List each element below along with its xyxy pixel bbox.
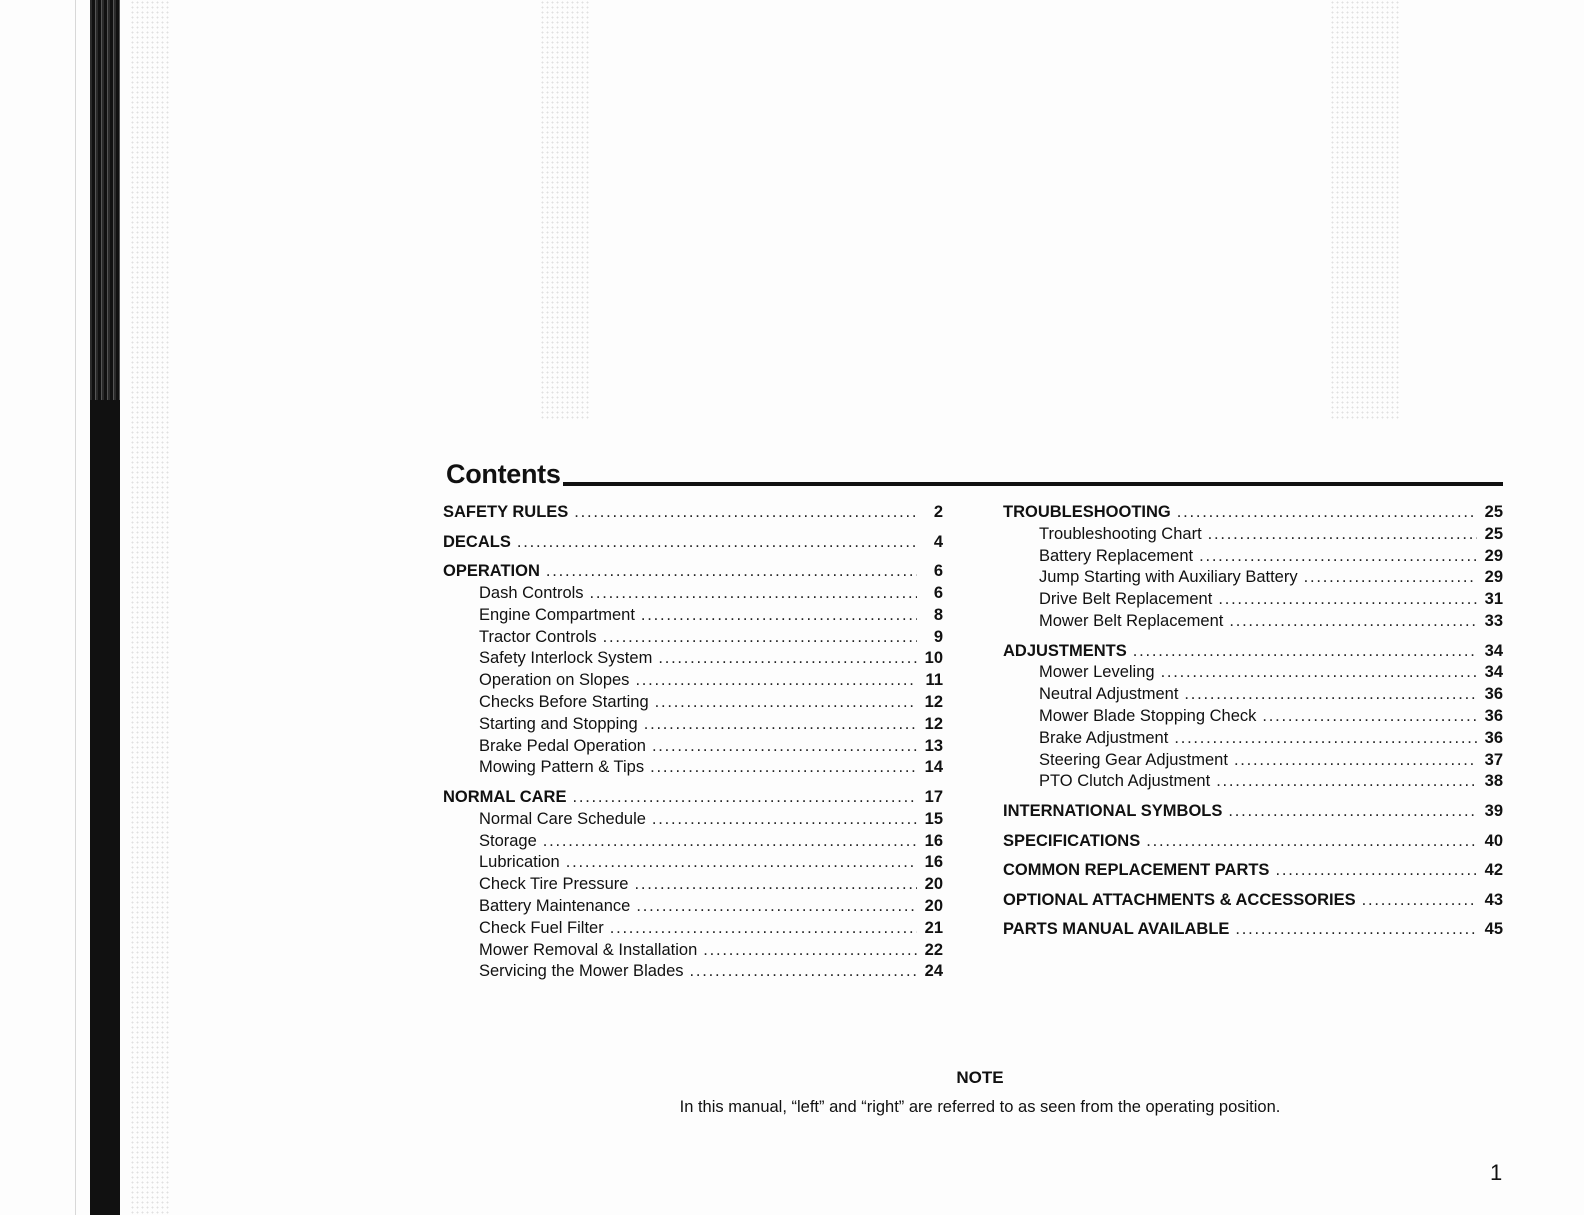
toc-entry bbox=[443, 852, 943, 874]
dot-leader bbox=[1177, 502, 1477, 524]
scan-speckle bbox=[1330, 0, 1400, 420]
toc-entry bbox=[1003, 706, 1503, 728]
toc-entry bbox=[443, 874, 943, 896]
toc-entry-label: SPECIFICATIONS bbox=[1003, 831, 1141, 850]
toc-entry-page: 29 bbox=[1484, 546, 1503, 565]
toc-entry-label: Troubleshooting Chart bbox=[1039, 524, 1202, 543]
toc-entry bbox=[443, 787, 943, 809]
toc-entry-label: OPTIONAL ATTACHMENTS & ACCESSORIES bbox=[1003, 890, 1356, 909]
toc-entry-page: 40 bbox=[1484, 831, 1503, 850]
toc-entry-page: 4 bbox=[933, 532, 943, 551]
toc-entry bbox=[443, 670, 943, 692]
toc-entry-page: 6 bbox=[933, 583, 943, 602]
dot-leader bbox=[644, 714, 917, 736]
dot-leader bbox=[658, 648, 917, 670]
dot-leader bbox=[1235, 919, 1477, 941]
toc-entry-page: 13 bbox=[924, 736, 943, 755]
toc-entry-label: Steering Gear Adjustment bbox=[1039, 750, 1228, 769]
dot-leader bbox=[634, 874, 917, 896]
toc-entry-label: Servicing the Mower Blades bbox=[479, 962, 684, 981]
dot-leader bbox=[655, 692, 917, 714]
toc-entry-label: Jump Starting with Auxiliary Battery bbox=[1039, 568, 1298, 587]
dot-leader bbox=[635, 670, 917, 692]
toc-entry-page: 34 bbox=[1484, 641, 1503, 660]
toc-entry-label: Battery Replacement bbox=[1039, 546, 1194, 565]
dot-leader bbox=[1216, 771, 1477, 793]
toc-entry bbox=[1003, 919, 1503, 941]
toc-entry-page: 12 bbox=[924, 714, 943, 733]
dot-leader bbox=[1174, 728, 1477, 750]
page-title: Contents bbox=[446, 459, 561, 489]
toc-entry-page: 29 bbox=[1484, 568, 1503, 587]
toc-entry-page: 38 bbox=[1484, 772, 1503, 791]
page-number: 1 bbox=[1490, 1160, 1503, 1185]
note-title: NOTE bbox=[956, 1068, 1004, 1087]
toc-entry-page: 33 bbox=[1484, 611, 1503, 630]
dot-leader bbox=[610, 918, 917, 940]
toc-entry-label: Starting and Stopping bbox=[479, 714, 638, 733]
toc-entry-page: 15 bbox=[924, 809, 943, 828]
dot-leader bbox=[650, 757, 917, 779]
toc-entry bbox=[443, 896, 943, 918]
toc-entry-page: 36 bbox=[1484, 728, 1503, 747]
toc-entry bbox=[1003, 860, 1503, 882]
dot-leader bbox=[1275, 860, 1477, 882]
dot-leader bbox=[1146, 831, 1477, 853]
toc-entry-label: OPERATION bbox=[443, 562, 540, 581]
toc-entry-label: Operation on Slopes bbox=[479, 671, 630, 690]
toc-entry-page: 12 bbox=[924, 692, 943, 711]
toc-entry bbox=[1003, 611, 1503, 633]
dot-leader bbox=[1304, 567, 1477, 589]
toc-entry-label: Mowing Pattern & Tips bbox=[479, 758, 645, 777]
toc-entry-label: Mower Blade Stopping Check bbox=[1039, 706, 1257, 725]
toc-entry-page: 36 bbox=[1484, 706, 1503, 725]
toc-entry bbox=[443, 714, 943, 736]
scan-speckle bbox=[540, 0, 590, 420]
toc-entry-label: Normal Care Schedule bbox=[479, 809, 646, 828]
toc-entry-label: Storage bbox=[479, 831, 537, 850]
dot-leader bbox=[636, 896, 917, 918]
toc-entry-page: 21 bbox=[924, 918, 943, 937]
toc-entry-label: PTO Clutch Adjustment bbox=[1039, 772, 1211, 791]
toc-entry bbox=[1003, 684, 1503, 706]
toc-entry-label: SAFETY RULES bbox=[443, 503, 569, 521]
toc-entry-page: 37 bbox=[1484, 750, 1503, 769]
toc-entry bbox=[443, 831, 943, 853]
dot-leader bbox=[1199, 546, 1477, 568]
toc-entry bbox=[443, 918, 943, 940]
toc-entry bbox=[443, 605, 943, 627]
toc-entry-label: DECALS bbox=[443, 532, 511, 551]
toc-entry-label: Check Fuel Filter bbox=[479, 918, 604, 937]
toc-entry-page: 16 bbox=[924, 853, 943, 872]
toc-entry bbox=[1003, 831, 1503, 853]
dot-leader bbox=[1161, 662, 1477, 684]
toc-entry bbox=[1003, 662, 1503, 684]
toc-entry-page: 8 bbox=[933, 605, 943, 624]
toc-entry-label: Neutral Adjustment bbox=[1039, 685, 1179, 704]
toc-entry-label: Check Tire Pressure bbox=[479, 875, 629, 894]
toc-entry bbox=[1003, 546, 1503, 568]
toc-entry bbox=[1003, 502, 1503, 524]
toc-entry-page: 9 bbox=[933, 627, 943, 646]
dot-leader bbox=[641, 605, 917, 627]
toc-entry-page: 2 bbox=[933, 503, 943, 521]
page-edge-line bbox=[75, 0, 76, 1215]
dot-leader bbox=[1234, 750, 1477, 772]
dot-leader bbox=[1228, 801, 1477, 823]
dot-leader bbox=[1133, 641, 1477, 663]
dot-leader bbox=[546, 561, 917, 583]
toc-entry-label: COMMON REPLACEMENT PARTS bbox=[1003, 861, 1270, 880]
dot-leader bbox=[1208, 524, 1477, 546]
toc-entry-label: Tractor Controls bbox=[479, 627, 597, 646]
dot-leader bbox=[1229, 611, 1477, 633]
title-rule bbox=[563, 482, 1503, 486]
toc-entry bbox=[443, 692, 943, 714]
toc-entry bbox=[1003, 589, 1503, 611]
toc-entry-page: 10 bbox=[924, 649, 943, 668]
toc-entry bbox=[443, 809, 943, 831]
toc-entry-label: Drive Belt Replacement bbox=[1039, 590, 1213, 609]
dot-leader bbox=[543, 831, 917, 853]
toc-entry-page: 20 bbox=[924, 896, 943, 915]
toc-entry-page: 22 bbox=[924, 940, 943, 959]
toc-entry bbox=[1003, 524, 1503, 546]
toc-entry bbox=[1003, 890, 1503, 912]
dot-leader bbox=[566, 852, 917, 874]
toc-entry bbox=[443, 940, 943, 962]
dot-leader bbox=[1218, 589, 1477, 611]
dot-leader bbox=[690, 961, 917, 983]
toc-entry-label: Mower Removal & Installation bbox=[479, 940, 698, 959]
dot-leader bbox=[572, 787, 917, 809]
toc-entry-label: ADJUSTMENTS bbox=[1003, 641, 1127, 660]
toc-entry-label: Safety Interlock System bbox=[479, 649, 653, 668]
dot-leader bbox=[652, 809, 917, 831]
toc-entry bbox=[1003, 567, 1503, 589]
binding-streak bbox=[90, 0, 120, 400]
toc-entry-page: 24 bbox=[924, 962, 943, 981]
toc-entry-label: Engine Compartment bbox=[479, 605, 635, 624]
toc-entry-page: 6 bbox=[933, 562, 943, 581]
toc-right-column bbox=[1003, 502, 1503, 941]
toc-entry-page: 17 bbox=[924, 787, 943, 806]
dot-leader bbox=[603, 627, 917, 649]
toc-entry-label: Lubrication bbox=[479, 853, 560, 872]
toc-entry bbox=[1003, 641, 1503, 663]
toc-entry bbox=[443, 561, 943, 583]
toc-entry-page: 43 bbox=[1484, 890, 1503, 909]
toc-entry bbox=[443, 648, 943, 670]
toc-entry-label: Battery Maintenance bbox=[479, 896, 631, 915]
toc-entry bbox=[443, 961, 943, 983]
toc-entry bbox=[1003, 771, 1503, 793]
toc-left-column bbox=[443, 502, 943, 983]
toc-entry-page: 25 bbox=[1484, 524, 1503, 543]
toc-entry-label: Brake Adjustment bbox=[1039, 728, 1169, 747]
toc-entry-label: Checks Before Starting bbox=[479, 692, 649, 711]
toc-entry-page: 39 bbox=[1484, 801, 1503, 820]
toc-entry-page: 42 bbox=[1484, 861, 1503, 880]
dot-leader bbox=[517, 532, 917, 554]
toc-entry-page: 34 bbox=[1484, 663, 1503, 682]
toc-entry bbox=[443, 532, 943, 554]
toc-entry-label: PARTS MANUAL AVAILABLE bbox=[1003, 920, 1230, 939]
dot-leader bbox=[652, 736, 917, 758]
toc-entry-label: Dash Controls bbox=[479, 583, 584, 602]
dot-leader bbox=[1362, 890, 1477, 912]
dot-leader bbox=[703, 940, 917, 962]
toc-entry-page: 16 bbox=[924, 831, 943, 850]
toc-entry bbox=[443, 736, 943, 758]
toc-entry bbox=[443, 627, 943, 649]
toc-entry-page: 36 bbox=[1484, 685, 1503, 704]
toc-entry-label: TROUBLESHOOTING bbox=[1003, 503, 1171, 521]
toc-entry bbox=[1003, 728, 1503, 750]
toc-entry-label: Brake Pedal Operation bbox=[479, 736, 646, 755]
toc-entry-page: 14 bbox=[924, 758, 943, 777]
dot-leader bbox=[1262, 706, 1477, 728]
toc-entry-page: 20 bbox=[924, 875, 943, 894]
toc-entry-label: Mower Leveling bbox=[1039, 663, 1155, 682]
toc-entry bbox=[1003, 801, 1503, 823]
binding-edge bbox=[90, 0, 120, 1215]
toc-entry bbox=[443, 757, 943, 779]
toc-entry bbox=[1003, 750, 1503, 772]
dot-leader bbox=[574, 502, 917, 524]
toc-entry-page: 11 bbox=[925, 671, 943, 690]
toc-entry-page: 31 bbox=[1484, 590, 1503, 609]
toc-entry-page: 45 bbox=[1484, 920, 1503, 939]
note-text: In this manual, “left” and “right” are referred to as seen from the operating position. bbox=[679, 1098, 1281, 1116]
dot-leader bbox=[1184, 684, 1477, 706]
toc-entry-label: NORMAL CARE bbox=[443, 787, 567, 806]
dot-leader bbox=[590, 583, 917, 605]
toc-entry-label: Mower Belt Replacement bbox=[1039, 611, 1224, 630]
toc-entry bbox=[443, 502, 943, 524]
contents-header bbox=[446, 456, 1503, 488]
scan-speckle bbox=[130, 0, 170, 1215]
toc-entry-page: 25 bbox=[1484, 503, 1503, 521]
toc-entry-label: INTERNATIONAL SYMBOLS bbox=[1003, 801, 1223, 820]
toc-entry bbox=[443, 583, 943, 605]
